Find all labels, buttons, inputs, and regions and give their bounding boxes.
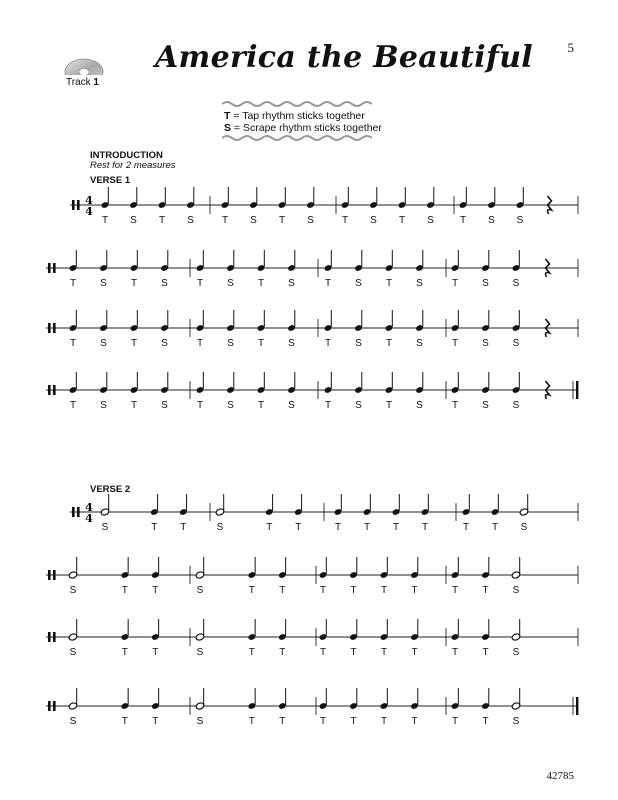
tap-label: T <box>248 716 255 727</box>
percussion-clef <box>53 632 56 642</box>
tap-label: T <box>341 215 349 226</box>
tap-label: T <box>130 338 138 349</box>
time-signature-top: 4 <box>85 194 93 207</box>
page-number: 5 <box>567 40 574 55</box>
scrape-label: S <box>100 338 107 349</box>
tap-label: T <box>350 585 357 596</box>
legend-scrape-text: = Scrape rhythm sticks together <box>231 122 382 134</box>
tap-label: T <box>319 716 327 727</box>
percussion-clef <box>53 385 56 395</box>
scrape-label: S <box>196 647 204 658</box>
tap-label: T <box>380 585 388 596</box>
tap-label: T <box>482 716 489 727</box>
scrape-label: S <box>101 522 109 533</box>
percussion-clef <box>72 507 75 517</box>
tap-label: T <box>324 338 332 349</box>
track-text: Track <box>66 77 91 88</box>
scrape-label: S <box>355 400 362 411</box>
tap-label: T <box>69 278 77 289</box>
tap-label: T <box>462 522 470 533</box>
tap-label: T <box>392 522 400 533</box>
percussion-clef <box>48 570 51 580</box>
scrape-label: S <box>250 215 257 226</box>
scrape-label: S <box>512 278 520 289</box>
percussion-clef <box>48 385 51 395</box>
percussion-clef <box>53 263 56 273</box>
tap-label: T <box>350 647 357 658</box>
time-signature-bottom: 4 <box>85 512 93 525</box>
verse2-heading: VERSE 2 <box>90 484 131 495</box>
percussion-clef <box>48 632 51 642</box>
tap-label: T <box>324 400 332 411</box>
scrape-label: S <box>69 716 77 727</box>
tap-label: T <box>350 716 357 727</box>
tap-label: T <box>221 215 229 226</box>
tap-label: T <box>451 278 459 289</box>
track-number: 1 <box>93 77 99 88</box>
tap-label: T <box>279 647 286 658</box>
scrape-label: S <box>370 215 377 226</box>
percussion-clef <box>72 200 75 210</box>
tap-label: T <box>411 585 418 596</box>
scrape-label: S <box>288 338 295 349</box>
percussion-clef <box>48 701 51 711</box>
scrape-label: S <box>512 400 520 411</box>
percussion-clef <box>53 570 56 580</box>
tap-label: T <box>482 585 489 596</box>
page-title: America the Beautiful <box>154 40 534 75</box>
scrape-label: S <box>227 278 234 289</box>
introduction-instruction: Rest for 2 measures <box>90 160 176 171</box>
scrape-label: S <box>227 400 234 411</box>
scrape-label: S <box>216 522 224 533</box>
tap-label: T <box>482 647 489 658</box>
tap-label: T <box>151 522 158 533</box>
tap-label: T <box>69 338 77 349</box>
tap-label: T <box>101 215 109 226</box>
scrape-label: S <box>130 215 137 226</box>
tap-label: T <box>398 215 406 226</box>
scrape-label: S <box>355 338 362 349</box>
scrape-label: S <box>512 716 520 727</box>
tap-label: T <box>334 522 342 533</box>
tap-label: T <box>130 400 138 411</box>
scrape-label: S <box>161 278 168 289</box>
scrape-label: S <box>69 647 77 658</box>
tap-label: T <box>451 647 459 658</box>
final-barline-thick <box>576 381 578 399</box>
tap-label: T <box>363 522 371 533</box>
scrape-label: S <box>512 647 520 658</box>
tap-label: T <box>257 400 265 411</box>
tap-label: T <box>180 522 187 533</box>
scrape-label: S <box>288 400 295 411</box>
tap-label: T <box>266 522 273 533</box>
percussion-clef <box>77 507 80 517</box>
introduction-heading: INTRODUCTION <box>90 150 163 161</box>
scrape-label: S <box>288 278 295 289</box>
scrape-label: S <box>416 278 423 289</box>
tap-label: T <box>69 400 77 411</box>
tap-label: T <box>451 338 459 349</box>
tap-label: T <box>459 215 467 226</box>
tap-label: T <box>257 338 265 349</box>
scrape-label: S <box>516 215 524 226</box>
scrape-label: S <box>520 522 528 533</box>
legend-tap-key: T <box>224 110 231 122</box>
tap-label: T <box>248 585 255 596</box>
tap-label: T <box>380 647 388 658</box>
tap-label: T <box>130 278 138 289</box>
scrape-label: S <box>196 585 204 596</box>
percussion-clef <box>53 701 56 711</box>
tap-label: T <box>121 647 128 658</box>
tap-label: T <box>152 585 159 596</box>
tap-label: T <box>421 522 429 533</box>
time-signature-bottom: 4 <box>85 205 93 218</box>
percussion-clef <box>77 200 80 210</box>
tap-label: T <box>411 647 418 658</box>
tap-label: T <box>158 215 166 226</box>
tap-label: T <box>411 716 418 727</box>
scrape-label: S <box>482 400 489 411</box>
tap-label: T <box>121 716 128 727</box>
tap-label: T <box>279 585 286 596</box>
tap-label: T <box>196 338 204 349</box>
tap-label: T <box>279 716 286 727</box>
scrape-label: S <box>187 215 194 226</box>
tap-label: T <box>451 716 459 727</box>
legend-scrape-key: S <box>224 122 232 134</box>
tap-label: T <box>319 647 327 658</box>
tap-label: T <box>278 215 286 226</box>
tap-label: T <box>257 278 265 289</box>
scrape-label: S <box>427 215 434 226</box>
scrape-label: S <box>512 585 520 596</box>
scrape-label: S <box>355 278 362 289</box>
scrape-label: S <box>482 338 489 349</box>
scrape-label: S <box>488 215 495 226</box>
tap-label: T <box>380 716 388 727</box>
tap-label: T <box>295 522 302 533</box>
tap-label: T <box>451 585 459 596</box>
tap-label: T <box>385 400 393 411</box>
time-signature-top: 4 <box>85 501 93 514</box>
scrape-label: S <box>512 338 520 349</box>
tap-label: T <box>491 522 499 533</box>
percussion-clef <box>53 323 56 333</box>
tap-label: T <box>319 585 327 596</box>
tap-label: T <box>196 278 204 289</box>
tap-label: T <box>324 278 332 289</box>
scrape-label: S <box>196 716 204 727</box>
scrape-label: S <box>161 400 168 411</box>
tap-label: T <box>196 400 204 411</box>
scrape-label: S <box>416 338 423 349</box>
scrape-label: S <box>161 338 168 349</box>
catalog-number: 42785 <box>546 770 574 782</box>
scrape-label: S <box>100 400 107 411</box>
tap-label: T <box>451 400 459 411</box>
tap-label: T <box>152 647 159 658</box>
scrape-label: S <box>307 215 314 226</box>
scrape-label: S <box>482 278 489 289</box>
scrape-label: S <box>416 400 423 411</box>
tap-label: T <box>385 338 393 349</box>
tap-label: T <box>121 585 128 596</box>
scrape-label: S <box>100 278 107 289</box>
percussion-clef <box>48 323 51 333</box>
verse1-heading: VERSE 1 <box>90 175 131 186</box>
scrape-label: S <box>69 585 77 596</box>
tap-label: T <box>248 647 255 658</box>
tap-label: T <box>385 278 393 289</box>
scrape-label: S <box>227 338 234 349</box>
legend-tap-text: = Tap rhythm sticks together <box>230 110 365 122</box>
percussion-clef <box>48 263 51 273</box>
tap-label: T <box>152 716 159 727</box>
final-barline-thick <box>576 697 578 715</box>
